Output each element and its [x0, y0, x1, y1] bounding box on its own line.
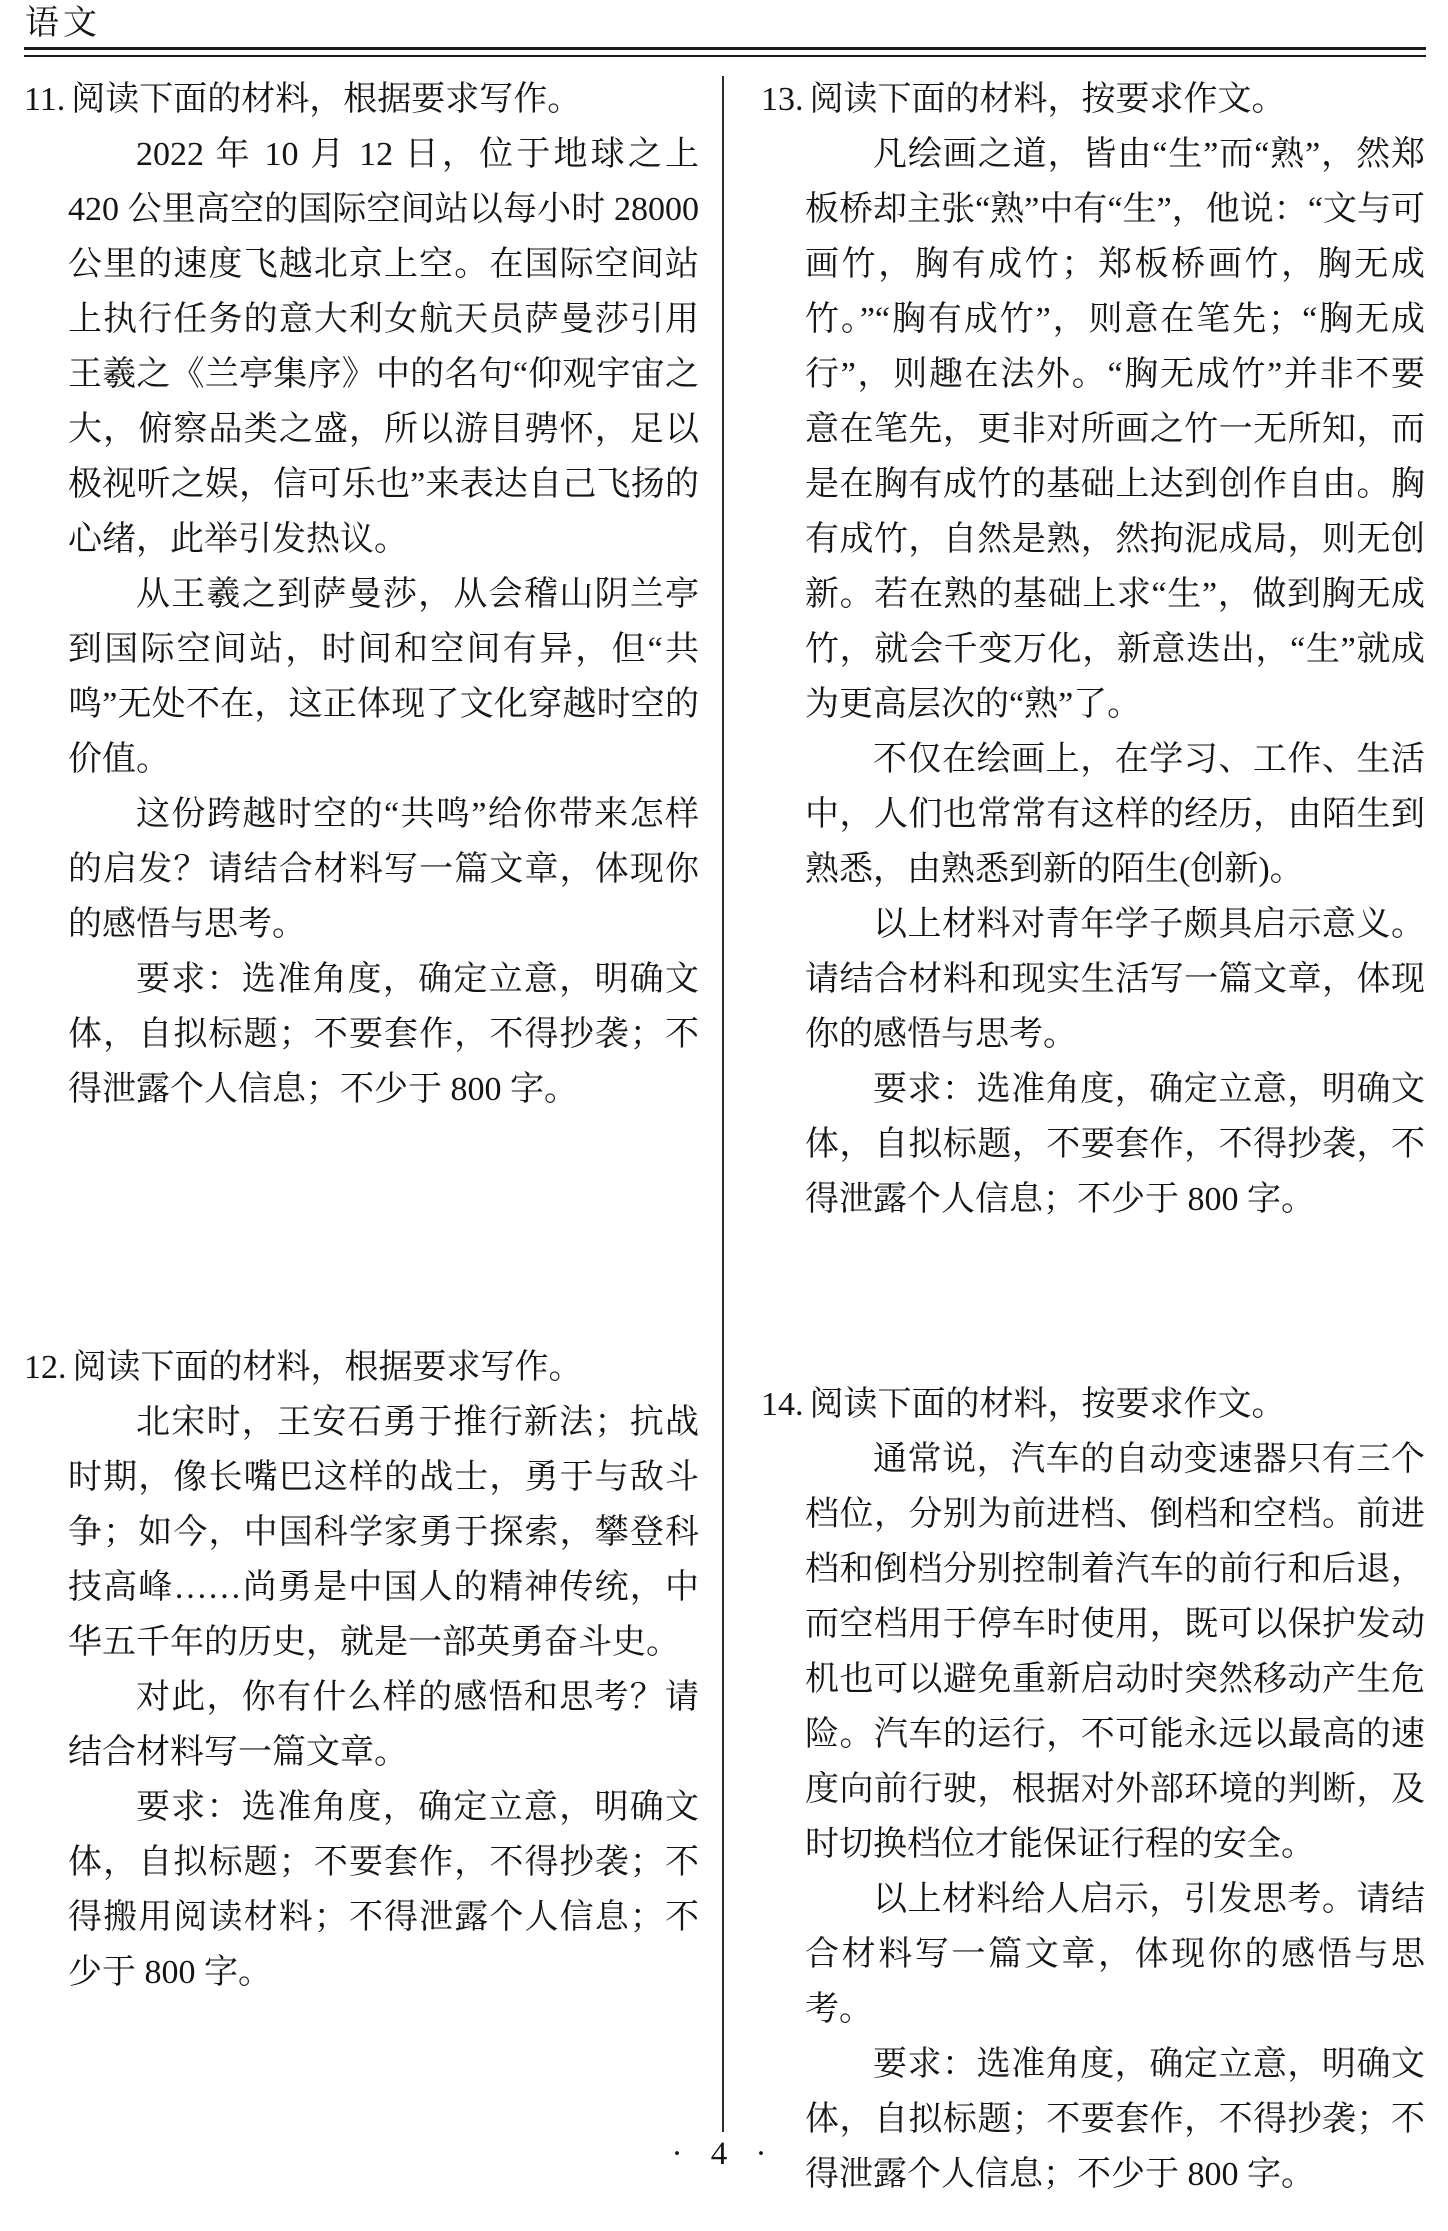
question-14 — [761, 1377, 1425, 2202]
question-paragraph: 从王羲之到萨曼莎，从会稽山阴兰亭到国际空间站，时间和空间有异，但“共鸣”无处不在，这正体现了文化穿越时空的价值。 — [68, 576, 699, 778]
question-head — [24, 72, 699, 127]
question-prompt: 阅读下面的材料，根据要求写作。 — [71, 81, 582, 118]
question-number: 14. — [761, 1386, 804, 1423]
question-head — [761, 1377, 1425, 1432]
question-13 — [761, 72, 1425, 1227]
question-paragraph: 对此，你有什么样的感悟和思考？请结合材料写一篇文章。 — [68, 1679, 699, 1771]
question-prompt: 阅读下面的材料，根据要求写作。 — [72, 1349, 583, 1386]
question-paragraph: 要求：选准角度，确定立意，明确文体，自拟标题；不要套作，不得抄袭；不得泄露个人信息；不少于 800 字。 — [68, 961, 699, 1108]
question-paragraph: 北宋时，王安石勇于推行新法；抗战时期，像长嘴巴这样的战士，勇于与敌斗争；如今，中国科学家勇于探索，攀登科技高峰……尚勇是中国人的精神传统，中华五千年的历史，就是一部英勇奋斗史。 — [68, 1404, 699, 1661]
question-number: 13. — [761, 81, 804, 118]
question-paragraph: 这份跨越时空的“共鸣”给你带来怎样的启发？请结合材料写一篇文章，体现你的感悟与思考。 — [68, 796, 699, 943]
question-prompt: 阅读下面的材料，按要求作文。 — [809, 1386, 1286, 1423]
question-prompt: 阅读下面的材料，按要求作文。 — [809, 81, 1286, 118]
question-11 — [24, 72, 699, 1117]
question-paragraph: 凡绘画之道，皆由“生”而“熟”，然郑板桥却主张“熟”中有“生”，他说：“文与可画竹，胸有成竹；郑板桥画竹，胸无成竹。”“胸有成竹”，则意在笔先；“胸无成行”，则趣在法外。“胸无成竹”并非不要意在笔先，更非对所画之竹一无所知，而是在胸有成竹的基础上达到创作自由。胸有成竹，自然是熟，然拘泥成局，则无创新。若在熟的基础上求“生”，做到胸无成竹，就会千变万化，新意迭出，“生”就成为更高层次的“熟”了。 — [805, 136, 1425, 723]
page-number: · 4 · — [671, 2136, 777, 2172]
content-columns — [24, 72, 1425, 2202]
question-paragraph: 以上材料给人启示，引发思考。请结合材料写一篇文章，体现你的感悟与思考。 — [805, 1881, 1425, 2028]
page-footer — [0, 2136, 1448, 2173]
question-head — [761, 72, 1425, 127]
question-paragraph: 通常说，汽车的自动变速器只有三个档位，分别为前进档、倒档和空档。前进档和倒档分别控制着汽车的前行和后退，而空档用于停车时使用，既可以保护发动机也可以避免重新启动时突然移动产生危险。汽车的运行，不可能永远以最高的速度向前行驶，根据对外部环境的判断，及时切换档位才能保证行程的安全。 — [805, 1441, 1425, 1863]
question-paragraph: 不仅在绘画上，在学习、工作、生活中，人们也常常有这样的经历，由陌生到熟悉，由熟悉到新的陌生(创新)。 — [805, 741, 1425, 888]
question-head — [24, 1340, 699, 1395]
question-paragraph: 以上材料对青年学子颇具启示意义。请结合材料和现实生活写一篇文章，体现你的感悟与思考。 — [805, 906, 1425, 1053]
header-double-rule — [24, 47, 1426, 57]
right-column — [761, 72, 1425, 2202]
question-12 — [24, 1340, 699, 2000]
page-title: 语文 — [25, 5, 101, 42]
question-number: 11. — [24, 81, 66, 118]
left-column — [24, 72, 699, 2202]
question-paragraph: 要求：选准角度，确定立意，明确文体，自拟标题；不要套作，不得抄袭；不得搬用阅读材料；不得泄露个人信息；不少于 800 字。 — [68, 1789, 699, 1991]
question-number: 12. — [24, 1349, 67, 1386]
question-paragraph: 要求：选准角度，确定立意，明确文体，自拟标题，不要套作，不得抄袭，不得泄露个人信息；不少于 800 字。 — [805, 1071, 1425, 1218]
question-paragraph: 2022 年 10 月 12 日，位于地球之上 420 公里高空的国际空间站以每小时 28000 公里的速度飞越北京上空。在国际空间站上执行任务的意大利女航天员萨曼莎引用王羲之《兰亭集序》中的名句“仰观宇宙之大，俯察品类之盛，所以游目骋怀，足以极视听之娱，信可乐也”来表达自己飞扬的心绪，此举引发热议。 — [68, 136, 699, 558]
question-paragraph: 要求：选准角度，确定立意，明确文体，自拟标题；不要套作，不得抄袭；不得泄露个人信息；不少于 800 字。 — [805, 2046, 1425, 2193]
